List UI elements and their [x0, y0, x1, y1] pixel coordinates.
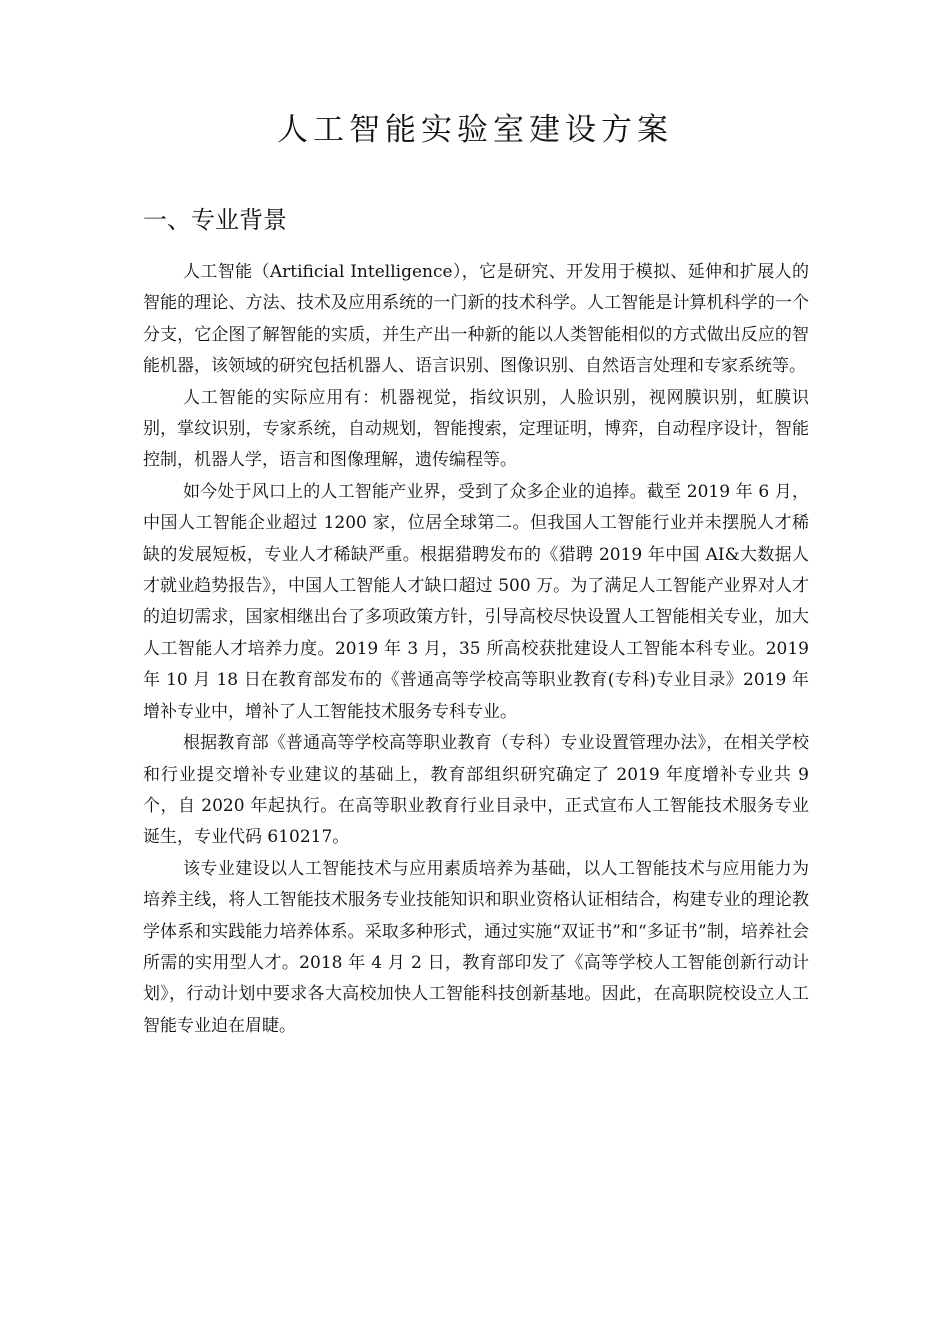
paragraph-ministry: 根据教育部《普通高等学校高等职业教育（专科）专业设置管理办法》，在相关学校和行业提交增补专业建议的基础上，教育部组织研究确定了 2019 年度增补专业共 9 个，自 2020 年起执行。在高等职业教育行业目录中，正式宣布人工智能技术服务专业诞生，专业代码 610217。	[143, 733, 809, 848]
paragraph-construction: 该专业建设以人工智能技术与应用素质培养为基础，以人工智能技术与应用能力为培养主线，将人工智能技术服务专业技能知识和职业资格认证相结合，构建专业的理论教学体系和实践能力培养体系。采取多种形式，通过实施“双证书”和“多证书”制，培养社会所需的实用型人才。2018 年 4 月 2 日，教育部印发了《高等学校人工智能创新行动计划》，行动计划中要求各大高校加快人工智能科技创新基地。因此，在高职院校设立人工智能专业迫在眉睫。	[143, 858, 809, 1036]
document-title: 人工智能实验室建设方案	[277, 112, 673, 148]
paragraph-definition: 人工智能（Artificial Intelligence），它是研究、开发用于模拟、延伸和扩展人的智能的理论、方法、技术及应用系统的一门新的技术科学。人工智能是计算机科学的一个分支，它企图了解智能的实质，并生产出一种新的能以人类智能相似的方式做出反应的智能机器，该领域的研究包括机器人、语言识别、图像识别、自然语言处理和专家系统等。	[143, 262, 809, 377]
paragraph-applications: 人工智能的实际应用有：机器视觉，指纹识别，人脸识别，视网膜识别，虹膜识别，掌纹识别，专家系统，自动规划，智能搜索，定理证明，博弈，自动程序设计，智能控制，机器人学，语言和图像理解，遗传编程等。	[143, 387, 809, 471]
paragraph-industry: 如今处于风口上的人工智能产业界，受到了众多企业的追捧。截至 2019 年 6 月，中国人工智能企业超过 1200 家，位居全球第二。但我国人工智能行业并未摆脱人才稀缺的发展短板，专业人才稀缺严重。根据猎聘发布的《猎聘 2019 年中国 AI&大数据人才就业趋势报告》，中国人工智能人才缺口超过 500 万。为了满足人工智能产业界对人才的迫切需求，国家相继出台了多项政策方针，引导高校尽快设置人工智能相关专业，加大人工智能人才培养力度。2019 年 3 月，35 所高校获批建设人工智能本科专业。2019 年 10 月 18 日在教育部发布的《普通高等学校高等职业教育(专科)专业目录》2019 年增补专业中，增补了人工智能技术服务专科专业。	[143, 481, 809, 722]
section-heading: 一、专业背景	[143, 206, 287, 234]
body-text	[143, 257, 809, 1042]
